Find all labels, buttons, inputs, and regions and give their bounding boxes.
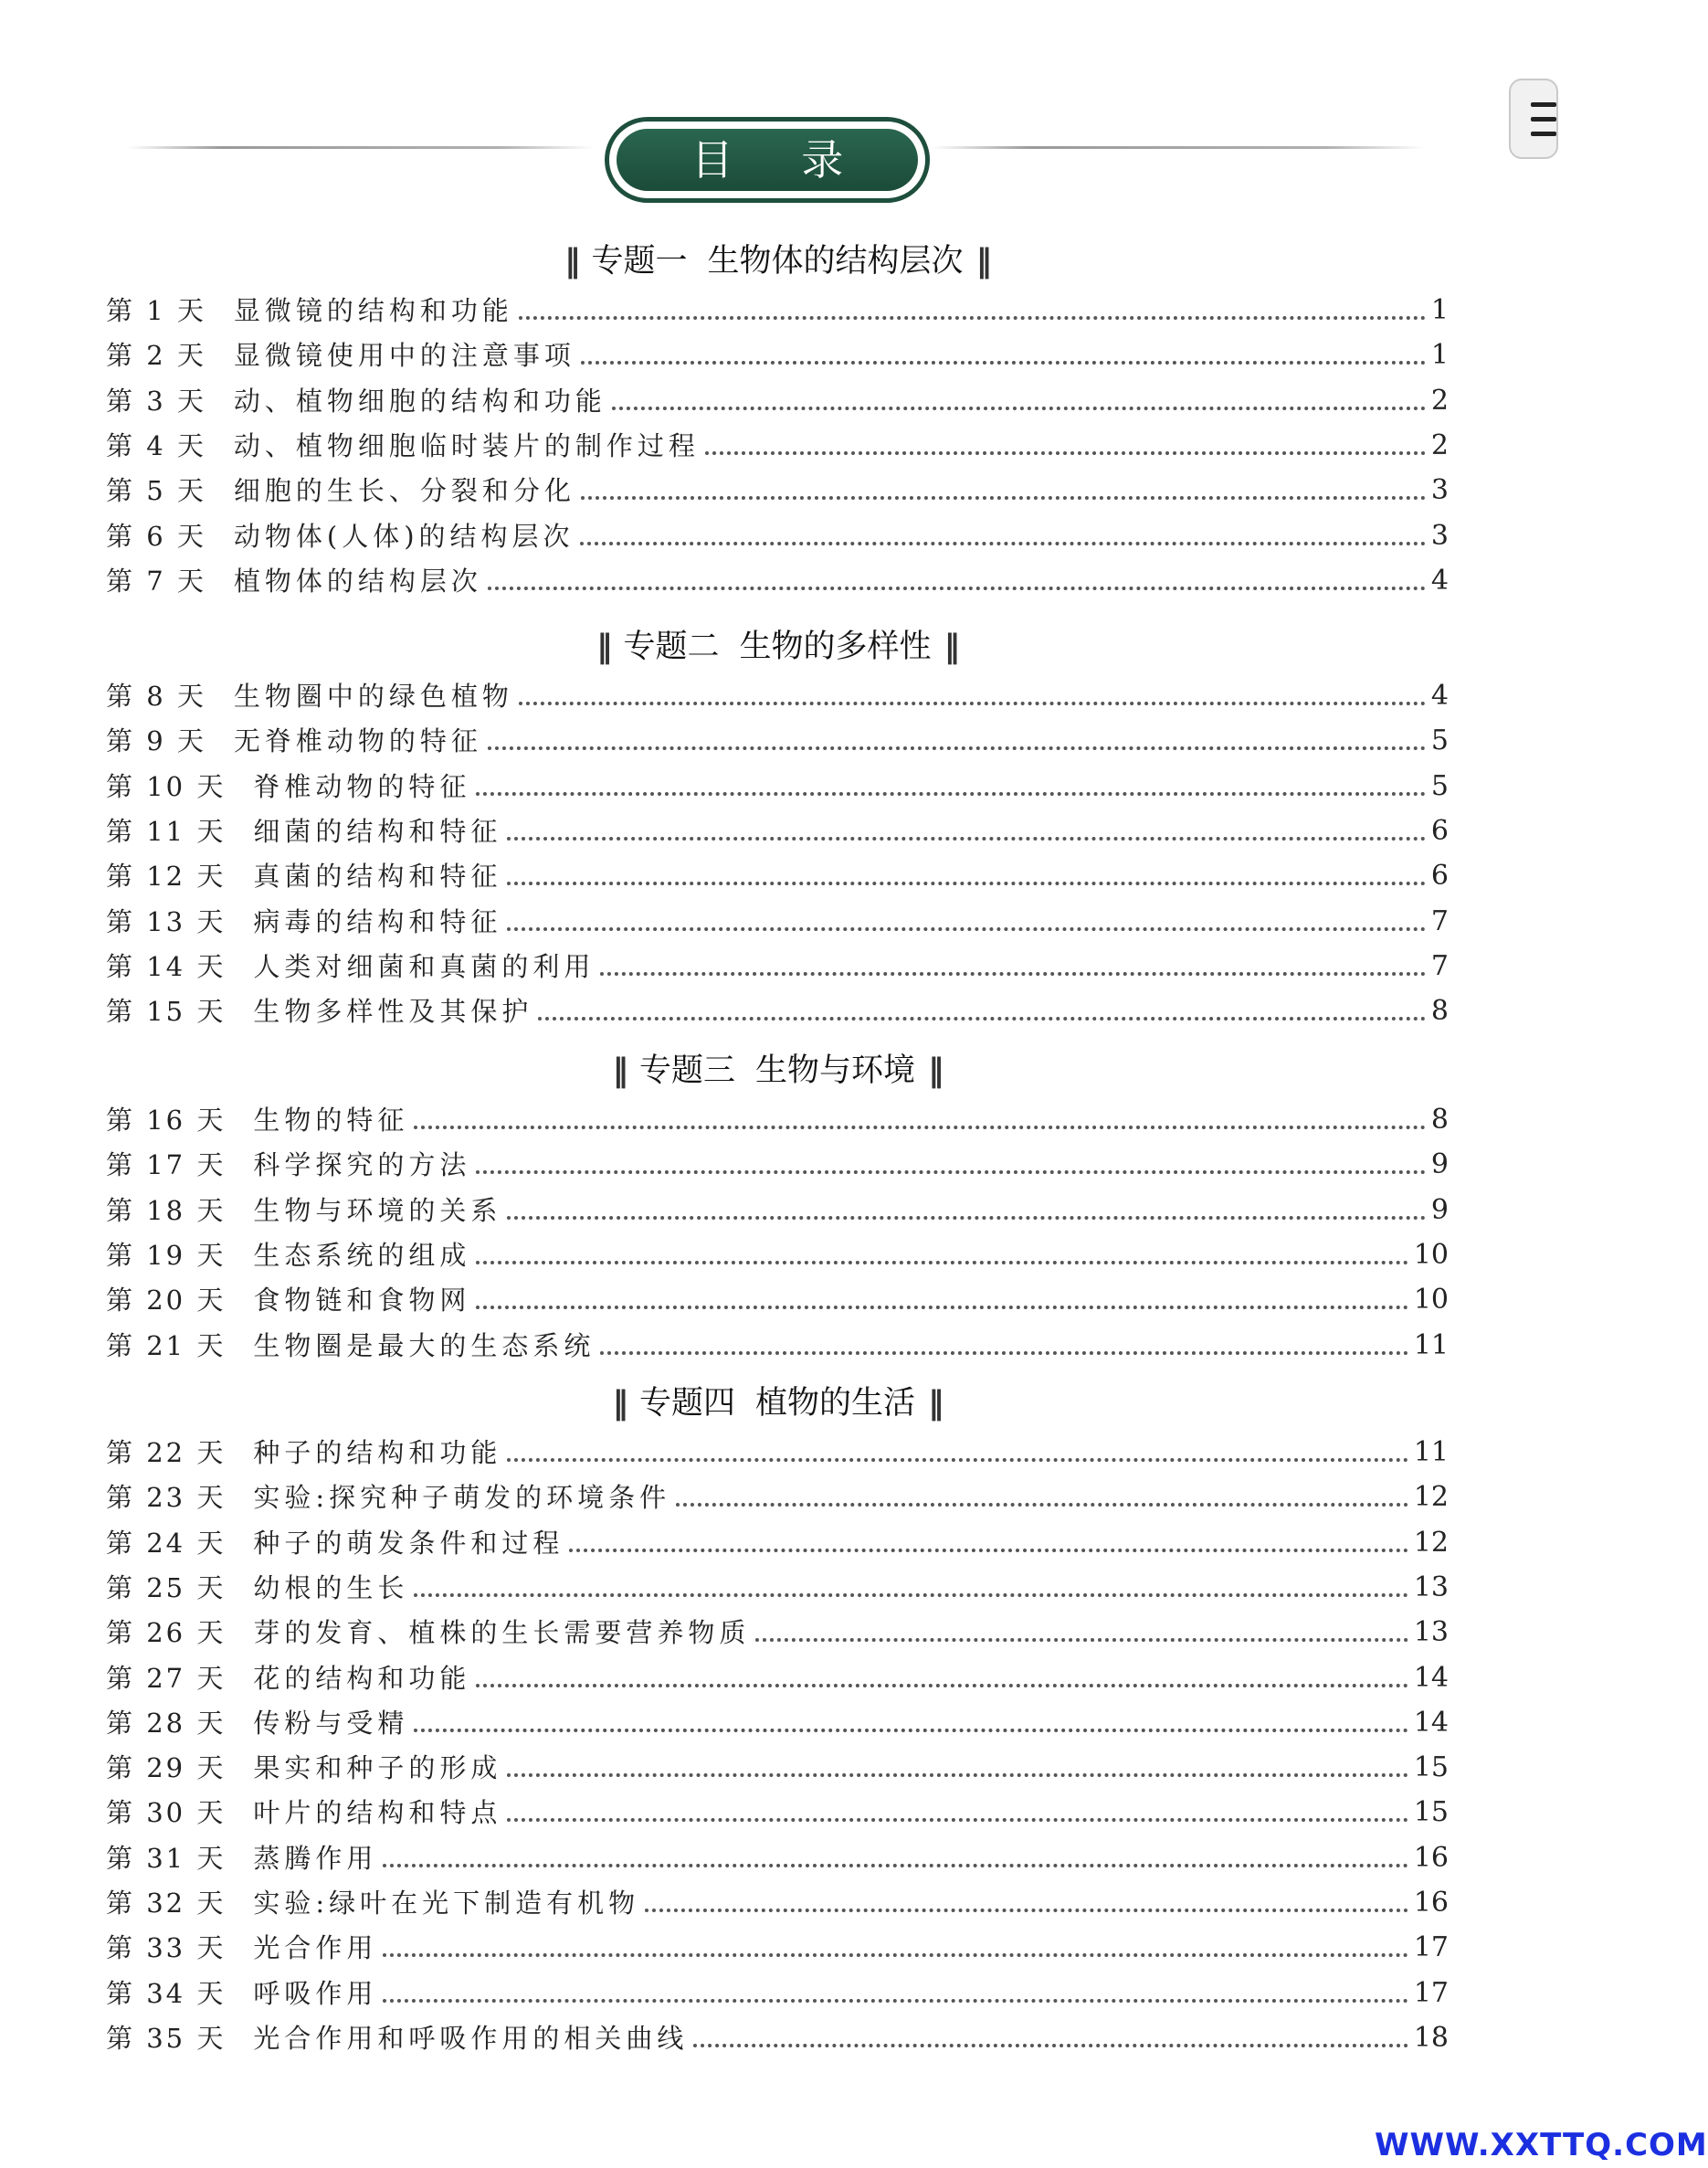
toc-entry-topic: 叶片的结构和特点 — [253, 1797, 502, 1829]
dot-leader — [676, 1503, 1408, 1507]
toc-entry-topic: 植物体的结构层次 — [233, 565, 482, 597]
toc-entry-page: 2 — [1430, 428, 1449, 461]
section-bar-icon: ‖ — [975, 243, 991, 280]
section-title: 生物与环境 — [755, 1052, 916, 1089]
dot-leader — [507, 1216, 1426, 1220]
toc-entry[interactable] — [106, 989, 1449, 1030]
toc-entry-day: 第 1 天 — [106, 295, 206, 326]
toc-entry[interactable] — [106, 1701, 1449, 1741]
toc-entry[interactable] — [106, 1611, 1449, 1651]
toc-entry[interactable] — [106, 1836, 1449, 1877]
toc-entry-day: 第 8 天 — [106, 681, 206, 712]
toc-entry-topic: 显微镜使用中的注意事项 — [233, 340, 575, 372]
dot-leader — [488, 746, 1426, 750]
toc-entry-day: 第 7 天 — [106, 565, 206, 597]
toc-entry[interactable] — [106, 1791, 1449, 1831]
toc-entry-topic: 无脊椎动物的特征 — [233, 725, 482, 757]
dot-leader — [600, 1351, 1408, 1355]
toc-entry-page: 3 — [1430, 474, 1449, 507]
toc-entry-topic: 实验:探究种子萌发的环境条件 — [253, 1482, 671, 1514]
toc-entry-page: 10 — [1413, 1238, 1449, 1271]
dot-leader — [488, 587, 1426, 590]
dot-leader — [507, 1458, 1408, 1462]
toc-entry-day: 第 5 天 — [106, 475, 206, 507]
toc-entry-topic: 动物体(人体)的结构层次 — [233, 520, 575, 552]
toc-entry-day: 第 30 天 — [106, 1797, 227, 1829]
dot-leader — [476, 1306, 1408, 1309]
section-label: 专题三 — [638, 1052, 735, 1089]
section-heading — [0, 239, 1555, 283]
dot-leader — [612, 407, 1426, 410]
toc-entry[interactable] — [106, 2016, 1449, 2057]
toc-entry[interactable] — [106, 1656, 1449, 1697]
dot-leader — [476, 1261, 1408, 1264]
toc-entry-day: 第 18 天 — [106, 1194, 227, 1226]
toc-entry[interactable] — [106, 1233, 1449, 1274]
toc-entry-topic: 花的结构和功能 — [253, 1662, 471, 1694]
toc-entry-page: 4 — [1430, 564, 1449, 597]
toc-entry[interactable] — [106, 719, 1449, 759]
toc-entry[interactable] — [106, 1143, 1449, 1183]
toc-entry-topic: 种子的结构和功能 — [253, 1437, 502, 1468]
dot-leader — [507, 927, 1426, 931]
toc-entry-day: 第 12 天 — [106, 861, 227, 893]
toc-entry-day: 第 34 天 — [106, 1977, 227, 2009]
toc-entry-page: 17 — [1413, 1931, 1449, 1964]
toc-entry-day: 第 17 天 — [106, 1149, 227, 1181]
section-label: 专题一 — [591, 243, 688, 280]
toc-entry-page: 7 — [1430, 904, 1449, 937]
section-heading — [0, 1381, 1555, 1425]
toc-entry-topic: 传粉与受精 — [253, 1707, 409, 1739]
toc-entry-day: 第 10 天 — [106, 770, 227, 802]
toc-entry-topic: 病毒的结构和特征 — [253, 905, 502, 937]
page-title: 目 录 — [617, 129, 918, 191]
toc-entry[interactable] — [106, 854, 1449, 894]
dot-leader — [383, 1953, 1408, 1957]
toc-entry-page: 6 — [1430, 814, 1449, 847]
toc-entry-page: 8 — [1430, 995, 1449, 1028]
toc-entry-page: 12 — [1413, 1481, 1449, 1514]
toc-entry-page: 5 — [1430, 724, 1449, 757]
section-heading — [0, 1049, 1555, 1093]
toc-entry[interactable] — [106, 1189, 1449, 1229]
dot-leader — [383, 1999, 1408, 2003]
toc-entry-page: 2 — [1430, 384, 1449, 417]
toc-entry[interactable] — [106, 1881, 1449, 1921]
toc-entry-topic: 生物的特征 — [253, 1105, 409, 1136]
toc-entry[interactable] — [106, 1431, 1449, 1471]
toc-entry[interactable] — [106, 1926, 1449, 1966]
toc-entry-day: 第 25 天 — [106, 1571, 227, 1603]
toc-entry-topic: 真菌的结构和特征 — [253, 861, 502, 893]
dot-leader — [645, 1909, 1408, 1912]
toc-entry-page: 16 — [1413, 1887, 1449, 1919]
toc-entry[interactable] — [106, 514, 1449, 555]
toc-entry[interactable] — [106, 1972, 1449, 2012]
toc-entry[interactable] — [106, 1521, 1449, 1561]
toc-entry[interactable] — [106, 1475, 1449, 1516]
toc-entry-topic: 呼吸作用 — [253, 1977, 378, 2009]
title-badge — [605, 117, 930, 203]
toc-entry-day: 第 31 天 — [106, 1842, 227, 1874]
toc-entry-topic: 生物圈是最大的生态系统 — [253, 1329, 596, 1361]
dot-leader — [755, 1638, 1408, 1642]
dot-leader — [476, 1684, 1408, 1687]
dot-leader — [569, 1549, 1408, 1552]
toc-entry[interactable] — [106, 900, 1449, 940]
toc-entry-day: 第 28 天 — [106, 1707, 227, 1739]
toc-entry-page: 4 — [1430, 680, 1449, 712]
dot-leader — [581, 361, 1426, 365]
toc-entry-topic: 生物与环境的关系 — [253, 1194, 502, 1226]
toc-entry-page: 3 — [1430, 519, 1449, 552]
toc-entry-topic: 细菌的结构和特征 — [253, 815, 502, 847]
toc-entry-topic: 动、植物细胞临时装片的制作过程 — [233, 429, 700, 461]
section-bar-icon: ‖ — [612, 1052, 627, 1089]
dot-leader — [507, 1773, 1408, 1777]
dot-leader — [519, 702, 1426, 705]
toc-entry-page: 11 — [1413, 1436, 1449, 1468]
section-title: 生物体的结构层次 — [707, 243, 964, 280]
toc-entry-page: 14 — [1413, 1706, 1449, 1739]
toc-entry-page: 1 — [1430, 339, 1449, 372]
toc-entry-page: 9 — [1430, 1148, 1449, 1181]
toc-entry[interactable] — [106, 945, 1449, 985]
toc-entry[interactable] — [106, 379, 1449, 419]
toc-entry-day: 第 11 天 — [106, 815, 227, 847]
dot-leader — [580, 542, 1426, 545]
dot-leader — [507, 1818, 1408, 1822]
toc-entry-day: 第 23 天 — [106, 1482, 227, 1514]
section-title: 植物的生活 — [755, 1385, 916, 1422]
toc-entry-day: 第 19 天 — [106, 1239, 227, 1271]
toc-entry-topic: 芽的发育、植株的生长需要营养物质 — [253, 1617, 751, 1649]
toc-entry-page: 15 — [1413, 1751, 1449, 1784]
dot-leader — [414, 1593, 1408, 1597]
toc-entry[interactable] — [106, 333, 1449, 374]
header-divider-left — [128, 146, 594, 149]
toc-entry[interactable] — [106, 1746, 1449, 1786]
toc-entry[interactable] — [106, 424, 1449, 464]
toc-entry-topic: 光合作用 — [253, 1932, 378, 1964]
dot-leader — [519, 316, 1426, 320]
dot-leader — [414, 1729, 1408, 1732]
toc-entry-day: 第 29 天 — [106, 1752, 227, 1784]
section-title: 生物的多样性 — [739, 629, 932, 665]
toc-entry-page: 12 — [1413, 1526, 1449, 1559]
toc-entry[interactable] — [106, 1098, 1449, 1138]
toc-entry-topic: 脊椎动物的特征 — [253, 770, 471, 802]
toc-entry-day: 第 6 天 — [106, 520, 206, 552]
toc-entry-page: 15 — [1413, 1796, 1449, 1829]
toc-entry-day: 第 33 天 — [106, 1932, 227, 1964]
toc-entry-page: 8 — [1430, 1104, 1449, 1136]
section-bar-icon: ‖ — [612, 1385, 627, 1422]
dot-leader — [581, 496, 1426, 500]
toc-entry-day: 第 32 天 — [106, 1888, 227, 1919]
toc-entry-day: 第 35 天 — [106, 2022, 227, 2054]
toc-entry-topic: 显微镜的结构和功能 — [233, 295, 513, 326]
toc-entry-page: 13 — [1413, 1616, 1449, 1649]
toc-entry[interactable] — [106, 1324, 1449, 1364]
toc-entry-topic: 细胞的生长、分裂和分化 — [233, 475, 575, 507]
toc-entry-page: 1 — [1430, 294, 1449, 326]
toc-entry-day: 第 9 天 — [106, 725, 206, 757]
toc-entry-day: 第 27 天 — [106, 1662, 227, 1694]
toc-entry-topic: 实验:绿叶在光下制造有机物 — [253, 1888, 640, 1919]
toc-entry-day: 第 3 天 — [106, 385, 206, 417]
toc-entry-topic: 人类对细菌和真菌的利用 — [253, 950, 596, 982]
dot-leader — [600, 972, 1426, 976]
toc-entry-page: 14 — [1413, 1661, 1449, 1694]
toc-entry-day: 第 22 天 — [106, 1437, 227, 1468]
toc-entry-topic: 生物多样性及其保护 — [253, 996, 533, 1028]
dot-leader — [476, 1170, 1426, 1174]
dot-leader — [705, 451, 1426, 455]
toc-entry-day: 第 13 天 — [106, 905, 227, 937]
toc-entry[interactable] — [106, 469, 1449, 509]
toc-entry-page: 6 — [1430, 860, 1449, 893]
toc-entry-page: 17 — [1413, 1976, 1449, 2009]
dot-leader — [507, 837, 1426, 841]
toc-entry-day: 第 4 天 — [106, 429, 206, 461]
toc-entry[interactable] — [106, 674, 1449, 714]
toc-entry-topic: 果实和种子的形成 — [253, 1752, 502, 1784]
section-bar-icon: ‖ — [928, 1052, 943, 1089]
section-bar-icon: ‖ — [928, 1385, 943, 1422]
dot-leader — [507, 882, 1426, 885]
toc-entry[interactable] — [106, 1278, 1449, 1318]
toc-entry-topic: 生物圈中的绿色植物 — [233, 681, 513, 712]
toc-entry-day: 第 26 天 — [106, 1617, 227, 1649]
dot-leader — [693, 2044, 1408, 2047]
section-bar-icon: ‖ — [564, 243, 579, 280]
toc-entry-topic: 光合作用和呼吸作用的相关曲线 — [253, 2022, 689, 2054]
section-bar-icon: ‖ — [944, 629, 959, 665]
toc-entry[interactable] — [106, 765, 1449, 805]
toc-entry-topic: 种子的萌发条件和过程 — [253, 1527, 564, 1559]
toc-entry[interactable] — [106, 559, 1449, 599]
toc-entry-page: 7 — [1430, 949, 1449, 982]
toc-entry-day: 第 20 天 — [106, 1285, 227, 1317]
toc-entry-day: 第 15 天 — [106, 996, 227, 1028]
dot-leader — [538, 1017, 1426, 1021]
toc-entry-day: 第 2 天 — [106, 340, 206, 372]
toc-entry-page: 11 — [1413, 1328, 1449, 1361]
toc-entry-topic: 科学探究的方法 — [253, 1149, 471, 1181]
toc-entry-page: 9 — [1430, 1193, 1449, 1226]
watermark: WWW.XXTTQ.COM — [1375, 2127, 1708, 2163]
toc-entry-topic: 生态系统的组成 — [253, 1239, 471, 1271]
dot-leader — [476, 792, 1426, 796]
toc-entry[interactable] — [106, 289, 1449, 329]
toc-entry-day: 第 21 天 — [106, 1329, 227, 1361]
toc-entry-day: 第 14 天 — [106, 950, 227, 982]
dot-leader — [414, 1126, 1426, 1129]
toc-entry-topic: 食物链和食物网 — [253, 1285, 471, 1317]
toc-entry[interactable] — [106, 1566, 1449, 1606]
toc-entry-page: 5 — [1430, 769, 1449, 802]
toc-entry-topic: 蒸腾作用 — [253, 1842, 378, 1874]
toc-entry-day: 第 16 天 — [106, 1105, 227, 1136]
section-bar-icon: ‖ — [596, 629, 611, 665]
dot-leader — [383, 1864, 1408, 1867]
toc-entry-day: 第 24 天 — [106, 1527, 227, 1559]
toc-entry[interactable] — [106, 809, 1449, 850]
page-header — [0, 110, 1555, 210]
section-label: 专题二 — [623, 629, 720, 665]
menu-icon — [1531, 102, 1556, 107]
section-label: 专题四 — [638, 1385, 735, 1422]
header-divider-right — [932, 146, 1425, 149]
toc-entry-page: 16 — [1413, 1841, 1449, 1874]
toc-entry-topic: 动、植物细胞的结构和功能 — [233, 385, 606, 417]
toc-entry-page: 18 — [1413, 2021, 1449, 2054]
section-heading — [0, 625, 1555, 669]
toc-entry-page: 13 — [1413, 1570, 1449, 1603]
toc-entry-topic: 幼根的生长 — [253, 1571, 409, 1603]
toc-entry-page: 10 — [1413, 1284, 1449, 1317]
